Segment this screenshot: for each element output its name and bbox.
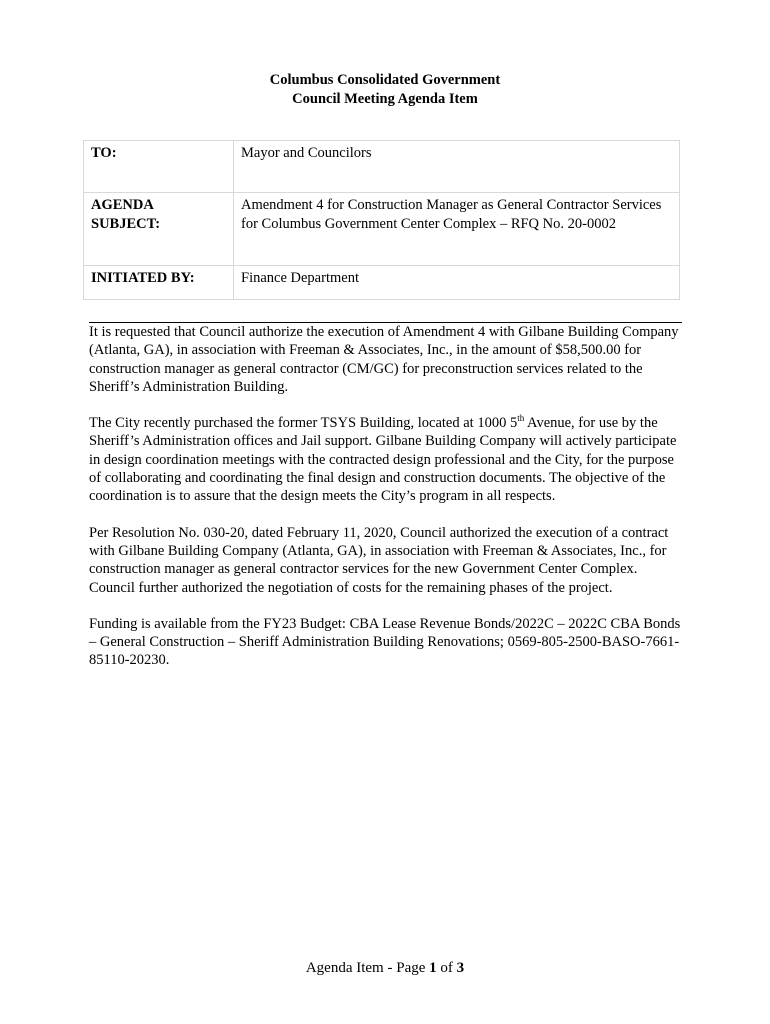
initiated-value: Finance Department bbox=[234, 266, 680, 300]
page-footer bbox=[0, 958, 770, 978]
to-value: Mayor and Councilors bbox=[234, 141, 680, 193]
table-row-subject bbox=[84, 193, 680, 266]
footer-of-label: of bbox=[436, 960, 457, 976]
ordinal-suffix: th bbox=[517, 413, 525, 424]
subject-label bbox=[84, 193, 234, 266]
table-row-to bbox=[84, 141, 680, 193]
footer-total-pages: 3 bbox=[456, 960, 465, 976]
organization-title: Columbus Consolidated Government bbox=[269, 72, 501, 88]
footer-current-page: 1 bbox=[429, 960, 437, 976]
paragraph-funding: Funding is available from the FY23 Budget: CBA Lease Revenue Bonds/2022C – 2022C CBA Bonds – General Construction – Sheriff Administration Building Renovations; 0569-805-2500-BASO-7661-85110-20230. bbox=[89, 615, 681, 669]
paragraph-resolution: Per Resolution No. 030-20, dated February 11, 2020, Council authorized the execution of a contract with Gilbane Building Company (Atlanta, GA), in association with Freeman & Associates, Inc., for construction manager as general contractor services for the new Government Center Complex. Council further authorized the negotiation of costs for the remaining phases of the project. bbox=[89, 524, 669, 596]
subject-value: Amendment 4 for Construction Manager as General Contractor Services for Columbus Government Center Complex – RFQ No. 20-0002 bbox=[234, 193, 680, 266]
paragraph-background-part2: Avenue, for use by the Sheriff’s Administration offices and Jail support. Gilbane Building Company will actively participate in design coordination meetings with the contracted design professional and the City, for the purpose of collaborating and coordinating the final design and construction documents. The objective of the coordination is to assure that the design meets the City’s program in all respects. bbox=[89, 415, 677, 505]
document-header bbox=[0, 71, 770, 109]
to-label: TO: bbox=[84, 141, 234, 193]
document-title: Council Meeting Agenda Item bbox=[292, 91, 478, 107]
table-row-initiated bbox=[84, 266, 680, 300]
subject-label-line1: AGENDA bbox=[91, 197, 154, 213]
agenda-body bbox=[89, 323, 683, 688]
paragraph-background bbox=[89, 414, 683, 505]
subject-label-line2: SUBJECT: bbox=[91, 216, 161, 232]
paragraph-background-part1: The City recently purchased the former TSYS Building, located at 1000 5 bbox=[89, 415, 518, 432]
initiated-label: INITIATED BY: bbox=[84, 266, 234, 300]
paragraph-request: It is requested that Council authorize the execution of Amendment 4 with Gilbane Building Company (Atlanta, GA), in association with Freeman & Associates, Inc., in the amount of $58,500.00 for construction manager as general contractor (CM/GC) for preconstruction services related to the Sheriff’s Administration Building. bbox=[89, 324, 679, 395]
agenda-meta-table bbox=[83, 140, 680, 300]
footer-prefix: Agenda Item - Page bbox=[305, 960, 430, 976]
